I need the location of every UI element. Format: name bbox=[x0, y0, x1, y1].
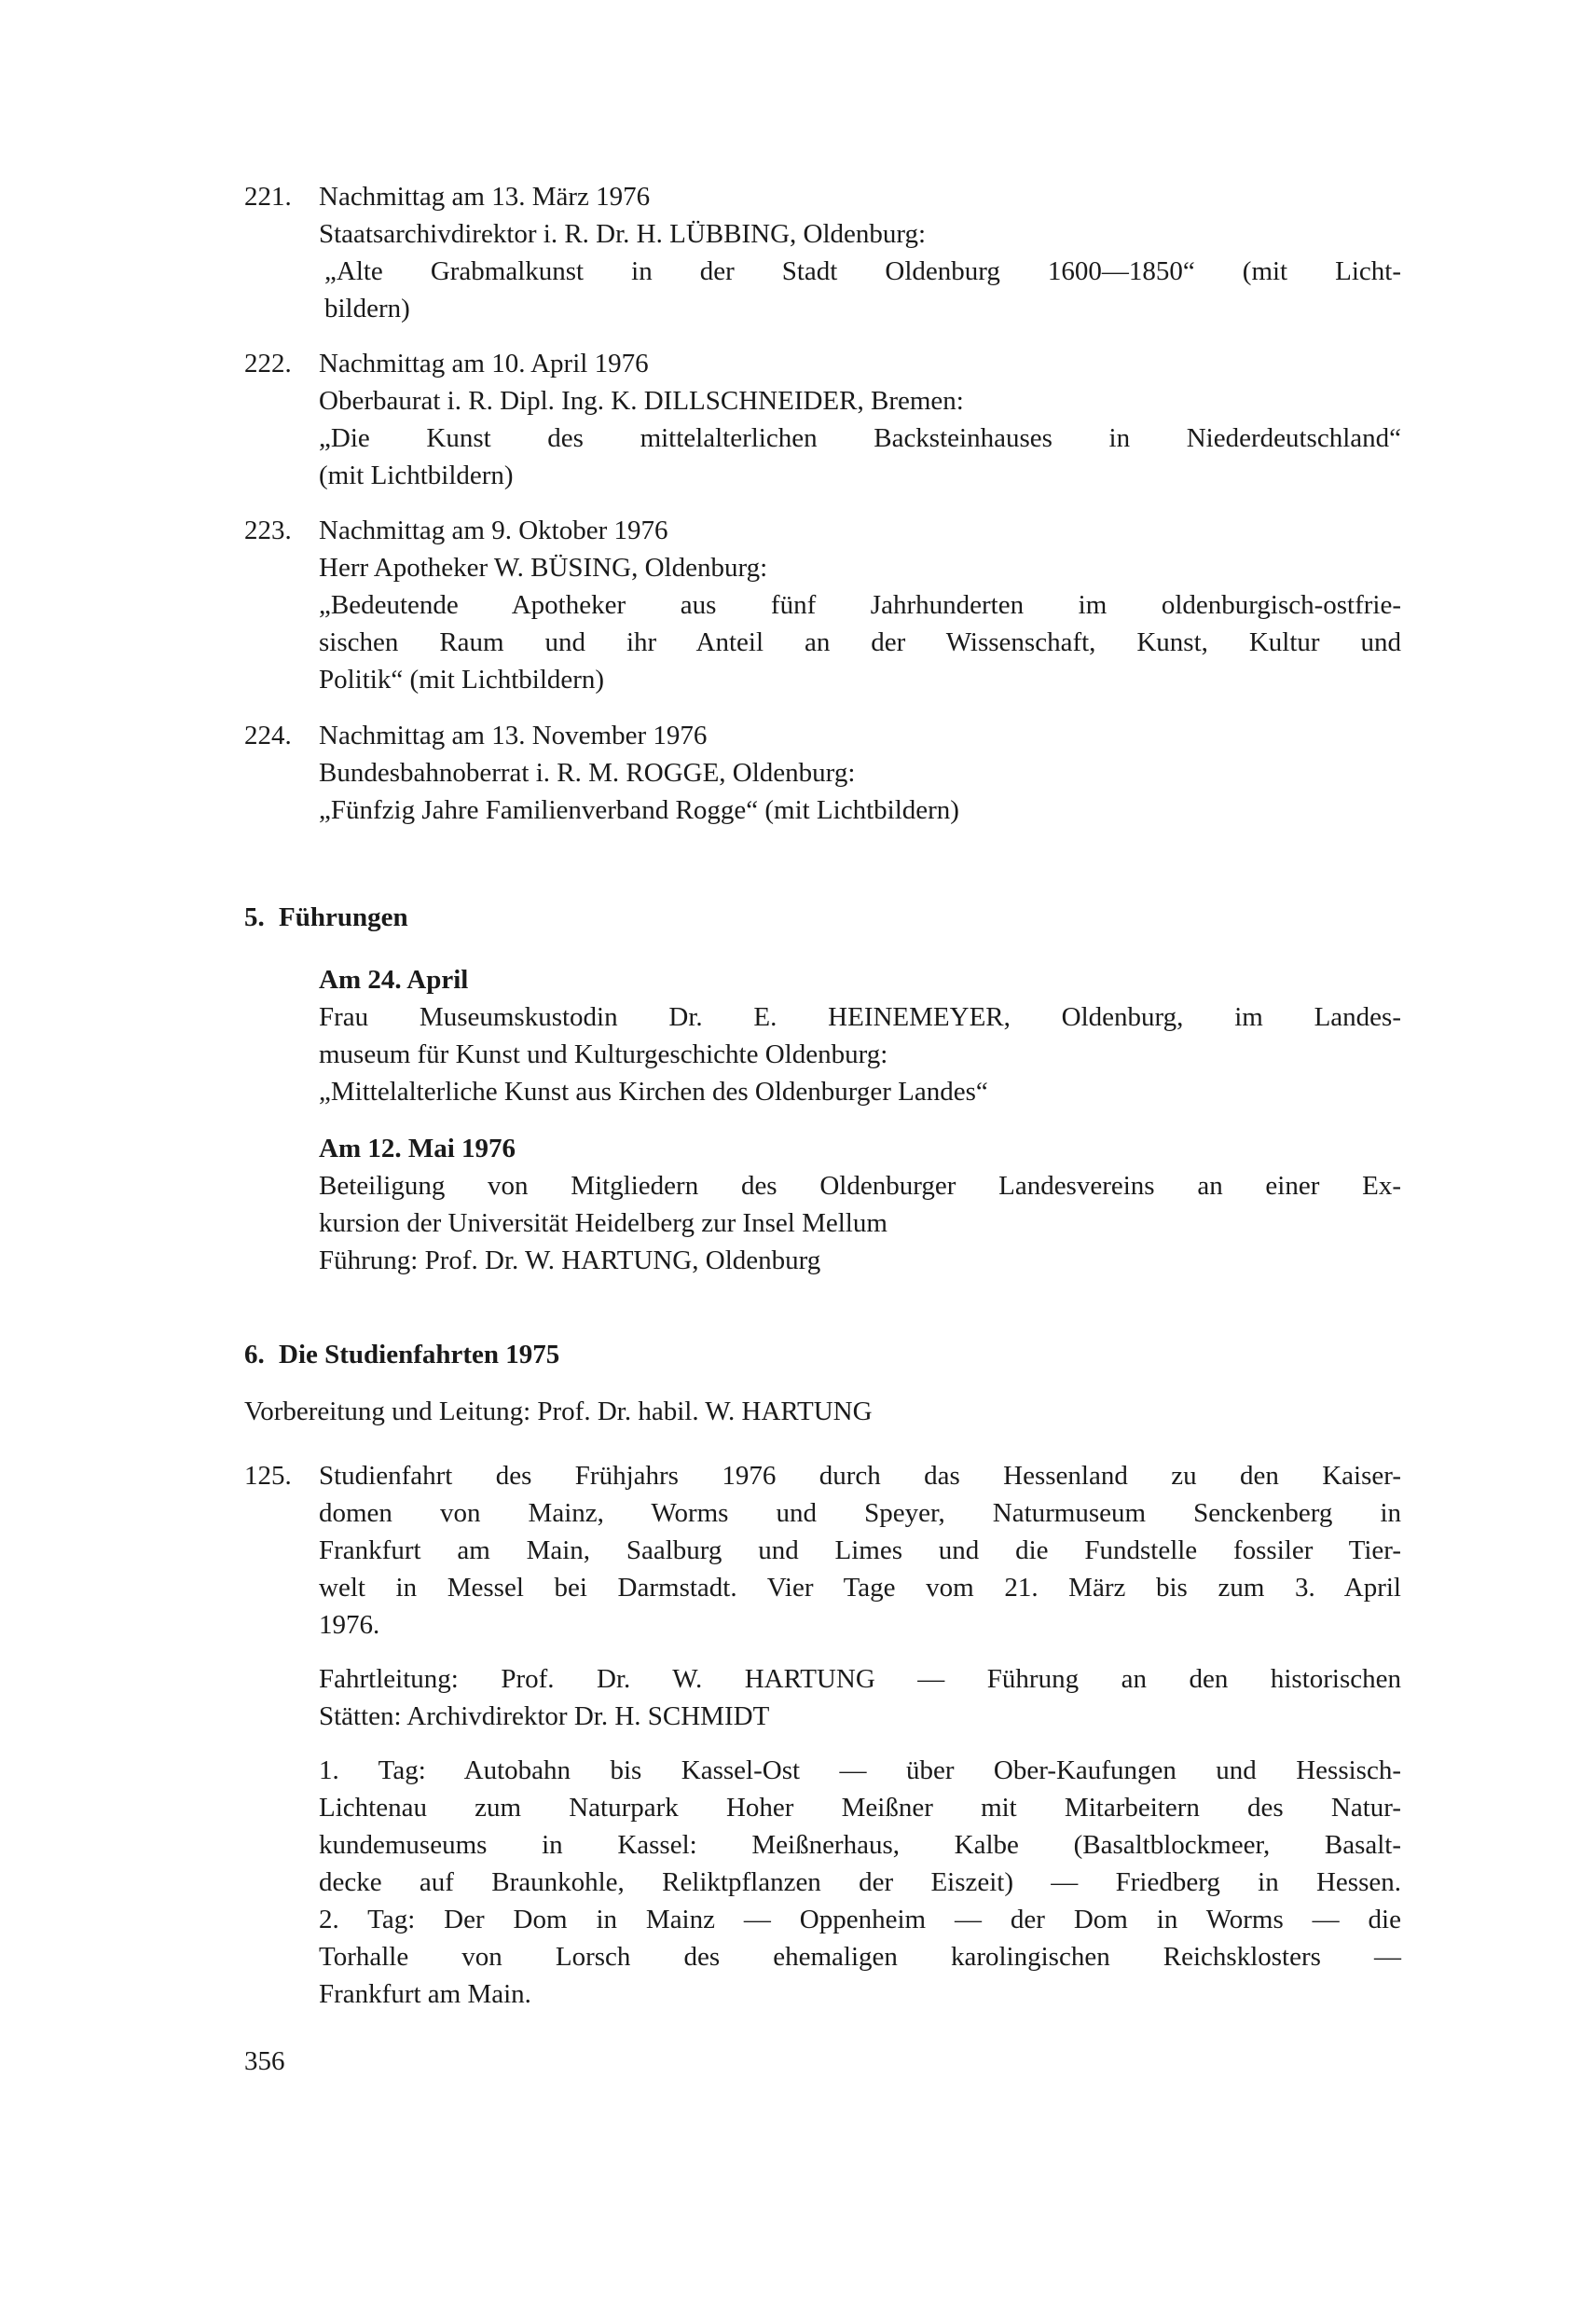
trip-day: decke auf Braunkohle, Reliktpflanzen der Eiszeit) — Friedberg in Hessen. bbox=[319, 1867, 1401, 1897]
tour-date: Am 24. April bbox=[319, 965, 469, 995]
tour-text: „Mittelalterliche Kunst aus Kirchen des Oldenburger Landes“ bbox=[319, 1077, 988, 1107]
tour-text: Führung: Prof. Dr. W. HARTUNG, Oldenburg bbox=[319, 1245, 821, 1275]
entry-number: 125. bbox=[244, 1461, 292, 1491]
section-number: 5. bbox=[244, 902, 265, 932]
entry-number: 223. bbox=[244, 516, 292, 545]
trip-intro: Frankfurt am Main, Saalburg und Limes und die Fundstelle fossiler Tier- bbox=[319, 1535, 1401, 1565]
tour-text: kursion der Universität Heidelberg zur Insel Mellum bbox=[319, 1208, 887, 1238]
trip-day: 2. Tag: Der Dom in Mainz — Oppenheim — der Dom in Worms — die bbox=[319, 1905, 1401, 1934]
tour-date: Am 12. Mai 1976 bbox=[319, 1134, 516, 1163]
section-heading bbox=[244, 1336, 1401, 1373]
lecture-title: „Die Kunst des mittelalterlichen Backsteinhauses in Niederdeutschland“ bbox=[319, 423, 1401, 453]
lecture-date: Nachmittag am 13. November 1976 bbox=[319, 721, 708, 750]
lecture-title: „Alte Grabmalkunst in der Stadt Oldenburg 1600—1850“ (mit Licht- bbox=[324, 256, 1401, 286]
trip-day: Lichtenau zum Naturpark Hoher Meißner mit Mitarbeitern des Natur- bbox=[319, 1793, 1401, 1823]
tour-text: Frau Museumskustodin Dr. E. HEINEMEYER, Oldenburg, im Landes- bbox=[319, 1002, 1401, 1032]
trip-leadership: Stätten: Archivdirektor Dr. H. SCHMIDT bbox=[319, 1701, 770, 1731]
lecture-title: „Fünfzig Jahre Familienverband Rogge“ (mit Lichtbildern) bbox=[319, 795, 959, 825]
entry-number: 224. bbox=[244, 721, 292, 750]
trip-day: 1. Tag: Autobahn bis Kassel-Ost — über Ober-Kaufungen und Hessisch- bbox=[319, 1755, 1401, 1785]
section-number: 6. bbox=[244, 1340, 265, 1369]
section-title: Führungen bbox=[279, 902, 408, 932]
lecture-title: „Bedeutende Apotheker aus fünf Jahrhunderten im oldenburgisch-ostfrie- bbox=[319, 590, 1401, 620]
lecture-speaker: Staatsarchivdirektor i. R. Dr. H. LÜBBING, Oldenburg: bbox=[319, 219, 927, 249]
trip-intro: domen von Mainz, Worms und Speyer, Naturmuseum Senckenberg in bbox=[319, 1498, 1401, 1528]
trip-intro: Studienfahrt des Frühjahrs 1976 durch das Hessenland zu den Kaiser- bbox=[319, 1461, 1401, 1491]
lecture-date: Nachmittag am 10. April 1976 bbox=[319, 349, 649, 378]
tour-text: museum für Kunst und Kulturgeschichte Oldenburg: bbox=[319, 1039, 888, 1069]
page-number: 356 bbox=[244, 2046, 285, 2076]
lecture-speaker: Oberbaurat i. R. Dipl. Ing. K. DILLSCHNEIDER, Bremen: bbox=[319, 386, 964, 416]
trip-leadership: Fahrtleitung: Prof. Dr. W. HARTUNG — Führung an den historischen bbox=[319, 1664, 1401, 1694]
lecture-title: sischen Raum und ihr Anteil an der Wissenschaft, Kunst, Kultur und bbox=[319, 627, 1401, 657]
trip-day: kundemuseums in Kassel: Meißnerhaus, Kalbe (Basaltblockmeer, Basalt- bbox=[319, 1830, 1401, 1860]
trip-intro: 1976. bbox=[319, 1610, 380, 1640]
trip-day: Torhalle von Lorsch des ehemaligen karolingischen Reichsklosters — bbox=[319, 1942, 1401, 1972]
trip-intro: welt in Messel bei Darmstadt. Vier Tage vom 21. März bis zum 3. April bbox=[319, 1573, 1401, 1603]
trip-day: Frankfurt am Main. bbox=[319, 1979, 531, 2009]
lecture-date: Nachmittag am 9. Oktober 1976 bbox=[319, 516, 668, 545]
entry-number: 221. bbox=[244, 182, 292, 212]
lecture-title: bildern) bbox=[324, 294, 410, 323]
tour-text: Beteiligung von Mitgliedern des Oldenburger Landesvereins an einer Ex- bbox=[319, 1171, 1401, 1201]
section-title: Die Studienfahrten 1975 bbox=[279, 1340, 560, 1369]
lecture-title: Politik“ (mit Lichtbildern) bbox=[319, 665, 605, 695]
lecture-speaker: Herr Apotheker W. BÜSING, Oldenburg: bbox=[319, 553, 768, 583]
section-subtitle: Vorbereitung und Leitung: Prof. Dr. habil. W. HARTUNG bbox=[244, 1397, 873, 1426]
lecture-date: Nachmittag am 13. März 1976 bbox=[319, 182, 651, 212]
lecture-speaker: Bundesbahnoberrat i. R. M. ROGGE, Oldenburg: bbox=[319, 758, 856, 788]
entry-number: 222. bbox=[244, 349, 292, 378]
lecture-title: (mit Lichtbildern) bbox=[319, 461, 514, 490]
section-heading bbox=[244, 899, 1401, 936]
